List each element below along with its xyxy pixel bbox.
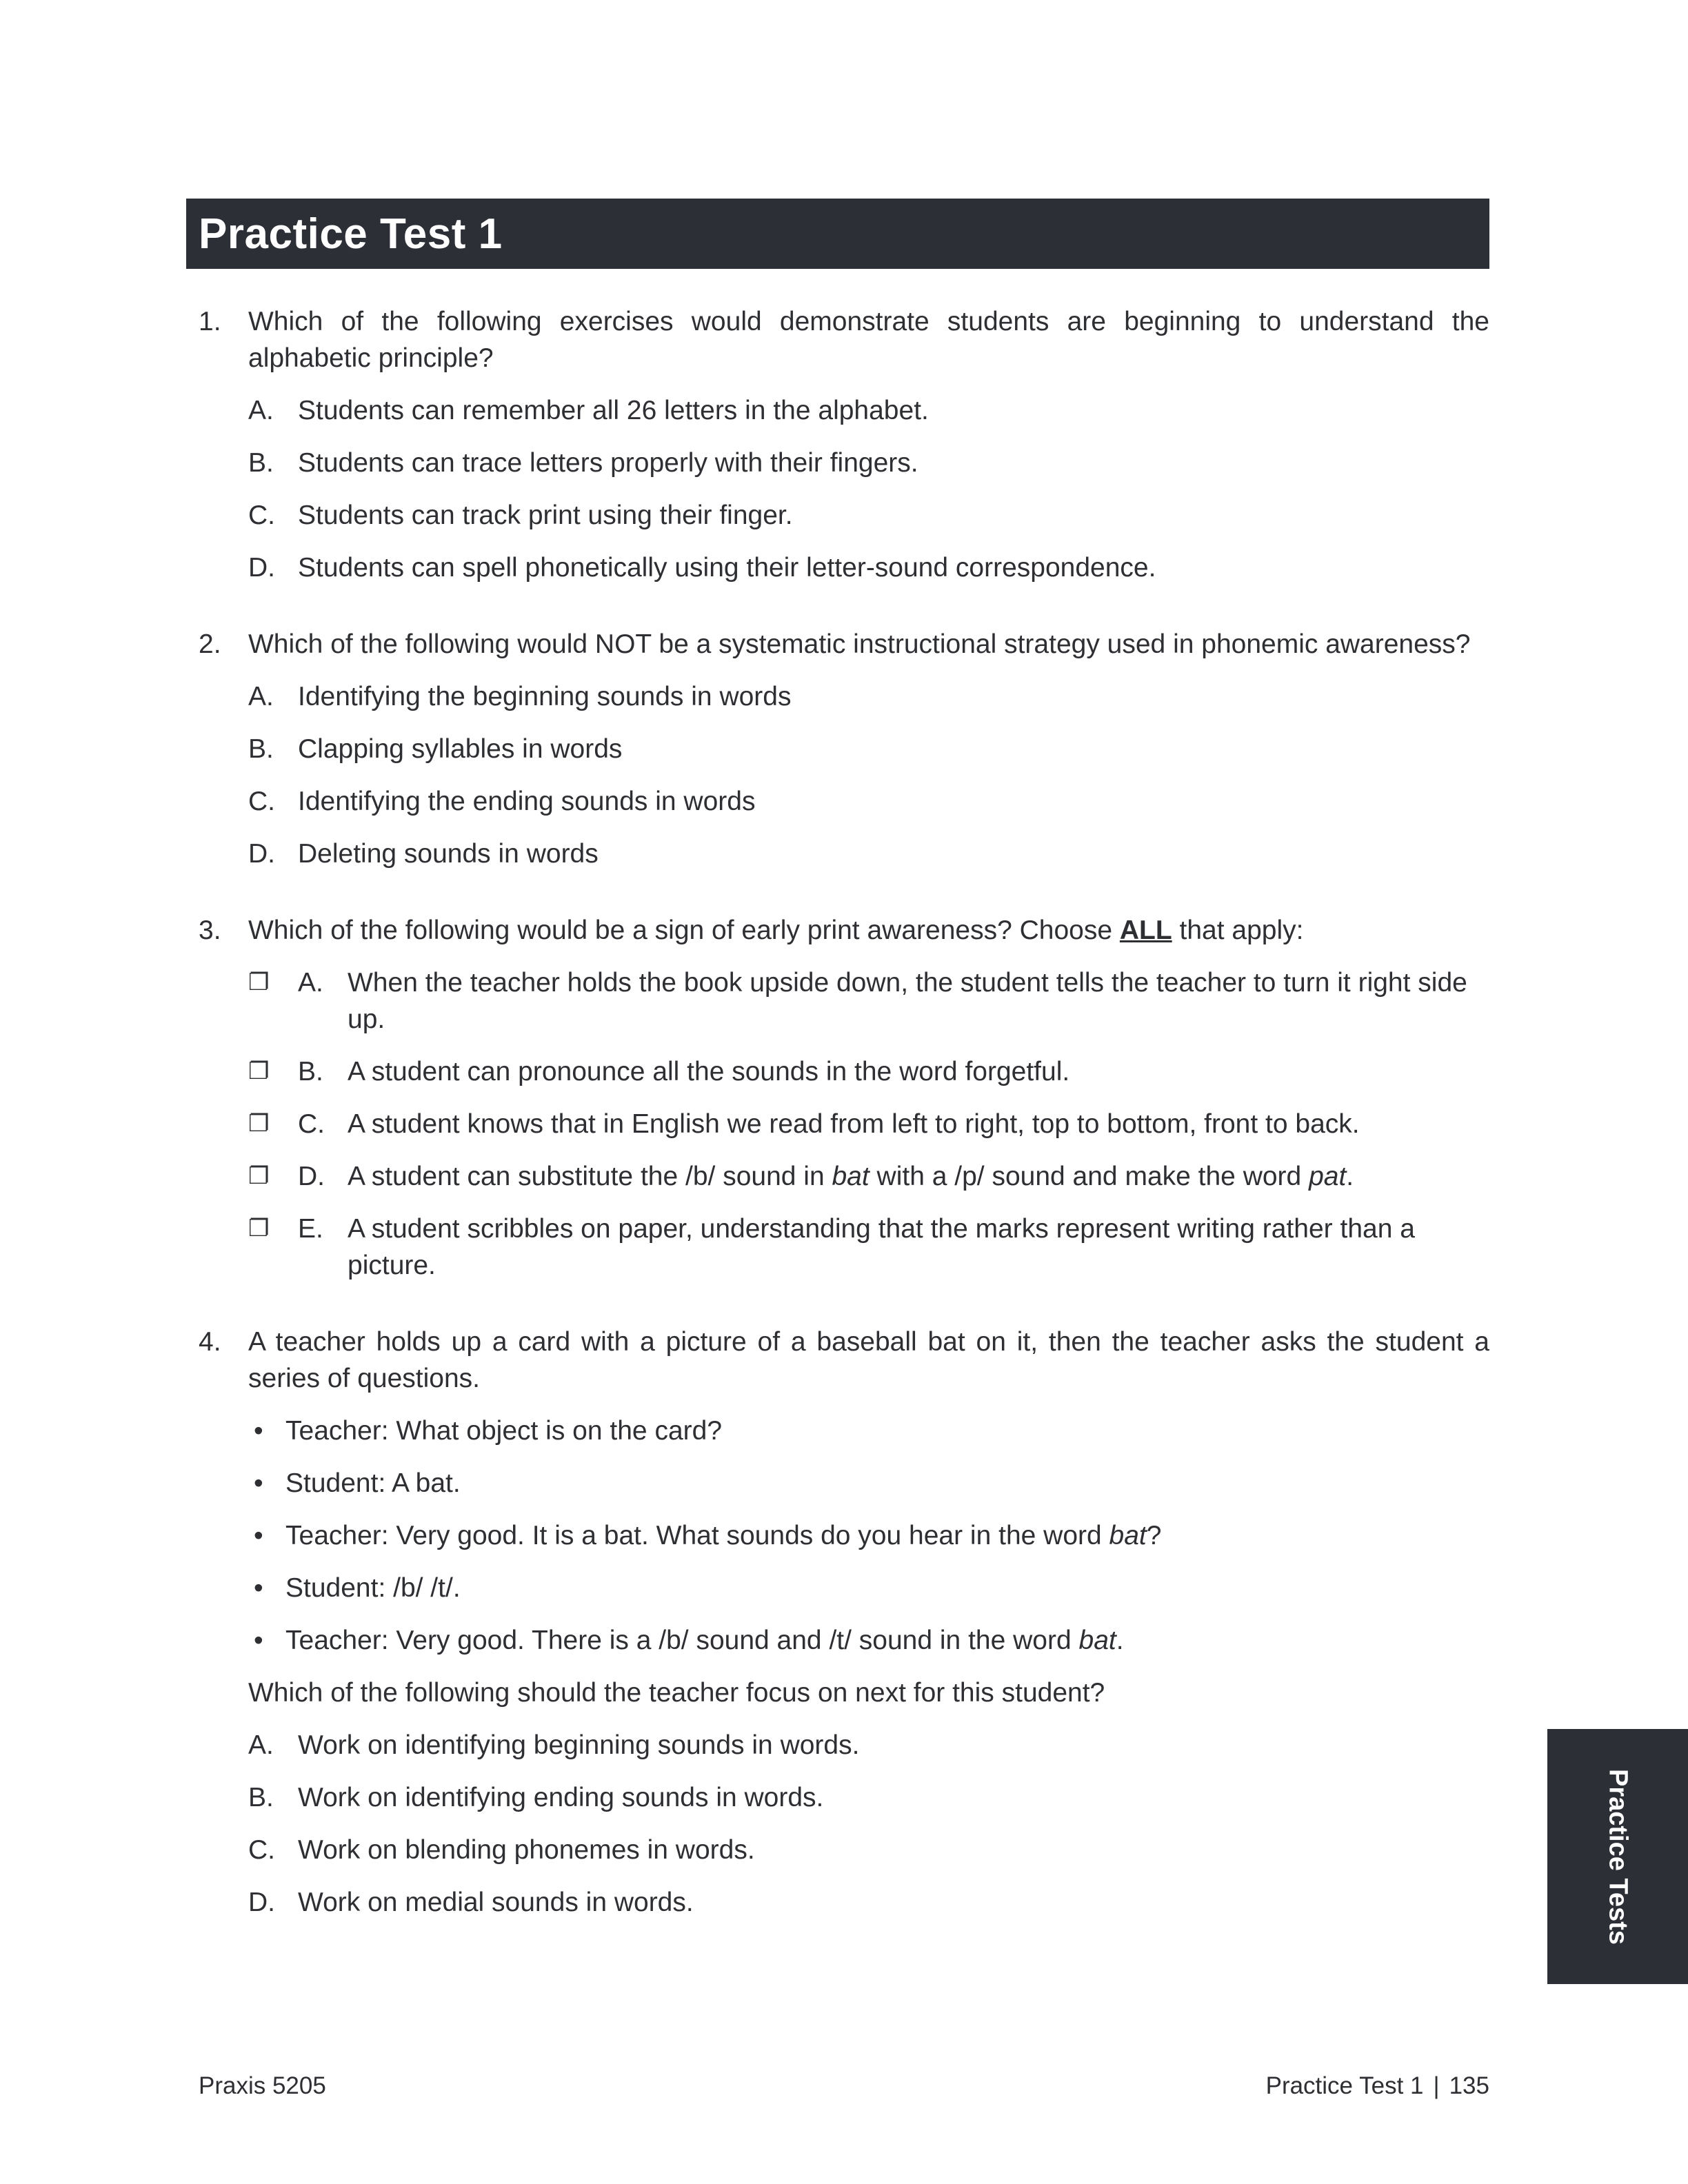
answer-option	[248, 1779, 1489, 1816]
answer-option	[248, 1727, 1489, 1763]
option-text: Students can track print using their finger.	[298, 501, 793, 530]
dialogue-text: Student: /b/ /t/.	[285, 1573, 461, 1603]
checkbox-icon[interactable]: ❐	[248, 1110, 270, 1138]
dialogue-line	[248, 1570, 1489, 1606]
checkbox-option[interactable]	[248, 1053, 1489, 1090]
option-label: D.	[248, 1888, 275, 1917]
answer-option	[248, 783, 1489, 820]
answer-option	[248, 497, 1489, 534]
option-text: Work on medial sounds in words.	[298, 1888, 694, 1917]
question-2	[186, 626, 1489, 872]
question-number: 4.	[199, 1327, 221, 1357]
option-text: Clapping syllables in words	[298, 734, 623, 764]
answer-option	[248, 1832, 1489, 1868]
checkbox-option[interactable]	[248, 1106, 1489, 1142]
question-stem	[248, 912, 1489, 949]
bullet-icon: •	[254, 1573, 263, 1603]
bullet-icon: •	[254, 1626, 263, 1655]
answer-option	[248, 731, 1489, 767]
option-text: Students can trace letters properly with their fingers.	[298, 448, 918, 478]
footer-book-title: Praxis 5205	[199, 2072, 326, 2099]
dialogue-text	[285, 1517, 1161, 1554]
question-number: 1.	[199, 307, 221, 336]
checkbox-option[interactable]	[248, 964, 1489, 1038]
bullet-icon: •	[254, 1416, 263, 1446]
dialogue-line	[248, 1622, 1489, 1659]
followup-question: Which of the following should the teacher focus on next for this student?	[248, 1678, 1105, 1708]
italic-word: pat	[1309, 1162, 1347, 1191]
dialogue-text-part: Teacher: Very good. It is a bat. What sounds do you hear in the word	[285, 1521, 1109, 1550]
footer-section-title: Practice Test 1	[1265, 2072, 1424, 2099]
question-stem: Which of the following would NOT be a systematic instructional strategy used in phonemic awareness?	[248, 629, 1471, 659]
option-text: A student knows that in English we read from left to right, top to bottom, front to back.	[348, 1109, 1360, 1139]
footer-separator: |	[1433, 2072, 1440, 2099]
question-stem: Which of the following exercises would demonstrate students are beginning to understand the alphabetic principle?	[248, 307, 1489, 373]
checkbox-icon[interactable]: ❐	[248, 969, 270, 996]
option-label: C.	[248, 501, 275, 530]
page-title: Practice Test 1	[199, 210, 503, 258]
option-text: Students can remember all 26 letters in the alphabet.	[298, 396, 929, 425]
checkbox-option[interactable]	[248, 1158, 1489, 1195]
section-tab	[1547, 1729, 1688, 1984]
option-label: B.	[298, 1057, 323, 1086]
option-label: D.	[248, 839, 275, 869]
option-text: A student can pronounce all the sounds in the word forgetful.	[348, 1057, 1070, 1086]
option-label: C.	[248, 787, 275, 816]
question-number: 2.	[199, 629, 221, 659]
option-text-part: A student can substitute the /b/ sound in	[348, 1162, 832, 1191]
dialogue-text-part: Teacher: Very good. There is a /b/ sound and /t/ sound in the word	[285, 1626, 1079, 1655]
option-label: B.	[248, 734, 274, 764]
dialogue-line	[248, 1465, 1489, 1502]
option-text	[348, 1158, 1354, 1195]
checkbox-option[interactable]	[248, 1211, 1489, 1284]
dialogue-text	[285, 1622, 1124, 1659]
option-label: C.	[298, 1109, 325, 1139]
option-text: Deleting sounds in words	[298, 839, 599, 869]
option-label: A.	[248, 682, 274, 711]
option-label: B.	[248, 1783, 274, 1812]
option-text: Identifying the ending sounds in words	[298, 787, 756, 816]
answer-option	[248, 392, 1489, 429]
option-text: Work on identifying beginning sounds in words.	[298, 1730, 860, 1760]
question-list	[186, 303, 1489, 1921]
question-number: 3.	[199, 916, 221, 945]
answer-option	[248, 549, 1489, 586]
question-4	[186, 1324, 1489, 1921]
section-header	[186, 199, 1489, 269]
page-number: 135	[1449, 2072, 1489, 2099]
stem-text: that apply:	[1172, 916, 1304, 945]
dialogue-text: Teacher: What object is on the card?	[285, 1416, 723, 1446]
dialogue-line	[248, 1413, 1489, 1449]
answer-option	[248, 678, 1489, 715]
option-label: E.	[298, 1214, 323, 1244]
option-label: A.	[298, 968, 323, 998]
option-text-part: .	[1346, 1162, 1354, 1191]
option-label: A.	[248, 396, 274, 425]
bullet-icon: •	[254, 1468, 263, 1498]
question-stem: A teacher holds up a card with a picture of a baseball bat on it, then the teacher asks the student a series of questions.	[248, 1327, 1489, 1393]
option-label: D.	[298, 1162, 325, 1191]
option-label: B.	[248, 448, 274, 478]
option-text: Work on identifying ending sounds in words.	[298, 1783, 824, 1812]
option-label: D.	[248, 553, 275, 583]
option-text-part: with a /p/ sound and make the word	[869, 1162, 1309, 1191]
italic-word: bat	[832, 1162, 870, 1191]
italic-word: bat	[1109, 1521, 1147, 1550]
dialogue-text: Student: A bat.	[285, 1468, 461, 1498]
option-text: Identifying the beginning sounds in words	[298, 682, 792, 711]
checkbox-icon[interactable]: ❐	[248, 1058, 270, 1085]
option-label: C.	[248, 1835, 275, 1865]
footer-page-info	[1266, 2072, 1489, 2100]
checkbox-icon[interactable]: ❐	[248, 1215, 270, 1242]
answer-option	[248, 836, 1489, 872]
option-text: When the teacher holds the book upside down, the student tells the teacher to turn it right side up.	[348, 968, 1467, 1034]
option-text: A student scribbles on paper, understanding that the marks represent writing rather than a picture.	[348, 1214, 1415, 1280]
option-label: A.	[248, 1730, 274, 1760]
question-3	[186, 912, 1489, 1284]
section-tab-label: Practice Tests	[1603, 1768, 1633, 1945]
dialogue-line	[248, 1517, 1489, 1554]
dialogue-text-part: .	[1116, 1626, 1124, 1655]
stem-emphasis: ALL	[1119, 916, 1172, 945]
stem-text: Which of the following would be a sign of early print awareness? Choose	[248, 916, 1120, 945]
question-1	[186, 303, 1489, 586]
answer-option	[248, 445, 1489, 481]
italic-word: bat	[1078, 1626, 1116, 1655]
checkbox-icon[interactable]: ❐	[248, 1162, 270, 1190]
option-text: Students can spell phonetically using their letter-sound correspondence.	[298, 553, 1156, 583]
option-text: Work on blending phonemes in words.	[298, 1835, 755, 1865]
dialogue-text-part: ?	[1146, 1521, 1162, 1550]
answer-option	[248, 1884, 1489, 1921]
bullet-icon: •	[254, 1521, 263, 1550]
